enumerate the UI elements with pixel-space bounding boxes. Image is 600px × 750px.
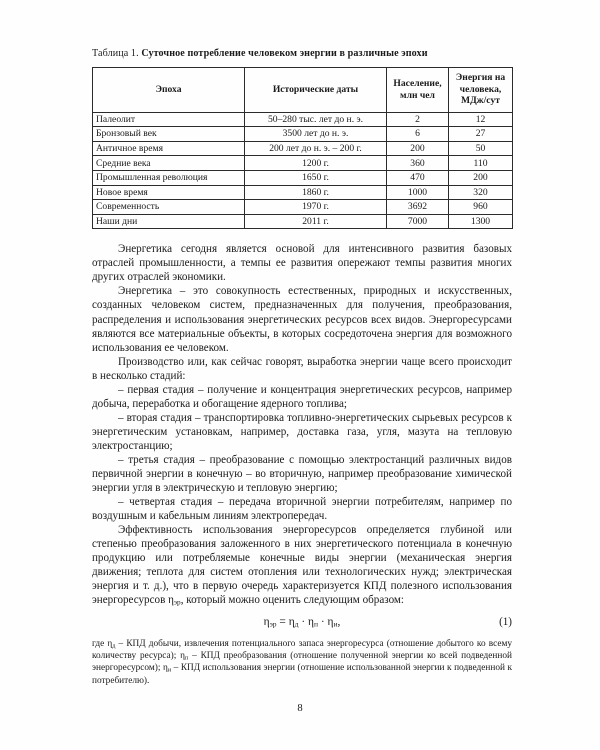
formula-row [92,616,512,632]
table-header [93,67,513,112]
cell-epoch: Новое время [93,185,245,200]
formula-term1-eta: η [288,616,295,629]
cell-epoch: Палеолит [93,112,245,127]
eta-subscript-er: эр [173,597,181,607]
table-caption-title: Суточное потребление человеком энергии в различные эпохи [141,48,428,59]
legend-part1: где [92,639,108,650]
column-header-dates: Исторические даты [245,67,387,112]
paragraph-efficiency-part2: , который можно оценить следующим образом: [180,594,405,607]
cell-energy: 1300 [449,214,513,229]
page-number: 8 [297,703,303,714]
formula-term2-subscript: п [313,619,319,629]
cell-population: 360 [387,156,449,171]
formula-lhs-subscript: эр [269,619,277,629]
cell-energy: 960 [449,200,513,215]
cell-population: 2 [387,112,449,127]
cell-dates: 50–280 тыс. лет до н. э. [245,112,387,127]
column-header-energy [449,67,513,112]
list-item-stage-one: – первая стадия – получение и концентрация энергетических ресурсов, например добыча, переработка и обогащение ядерного топлива; [92,383,512,410]
cell-energy: 110 [449,156,513,171]
table-row [93,112,513,127]
cell-population: 3692 [387,200,449,215]
cell-energy: 27 [449,127,513,142]
cell-epoch: Античное время [93,141,245,156]
formula-term3-eta: η [327,616,334,629]
cell-dates: 1860 г. [245,185,387,200]
column-header-epoch: Эпоха [93,67,245,112]
formula-term1-subscript: д [294,619,299,629]
paragraph-efficiency-part1: Эффективность использования энергоресурсов определяется глубиной или степенью преобразования заложенного в них энергетического потенциала в конечную продукцию или потребляемые конечные виды энергии (механическая энергия движения; теплота для систем отопления или технологических нужд; электрическая энергия и т. д.), что в первую очередь характеризуется КПД полезного использования энергоресурсов [92,523,512,607]
equation-number: (1) [499,616,512,629]
eta-subscript-d: д [112,643,116,650]
cell-epoch: Средние века [93,156,245,171]
table-row [93,200,513,215]
formula-efficiency [92,616,512,629]
eta-subscript-i: и [167,667,172,674]
list-item-stage-four: – четвертая стадия – передача вторичной энергии потребителям, например по воздушным и кабельным линиям электропередач. [92,495,512,522]
formula-trailing-comma: , [337,616,341,629]
cell-population: 6 [387,127,449,142]
eta-symbol-er: η [168,594,174,607]
list-item-stage-three: – третья стадия – преобразование с помощью электростанций различных видов первичной энергии в конечную – во вторичную, например преобразование химической энергии угля в электрическую и тепловую энергию; [92,453,512,494]
cell-epoch: Наши дни [93,214,245,229]
table-row [93,141,513,156]
cell-epoch: Бронзовый век [93,127,245,142]
paragraph-efficiency [92,523,512,607]
cell-dates: 1200 г. [245,156,387,171]
cell-energy: 200 [449,170,513,185]
cell-dates: 2011 г. [245,214,387,229]
page-content [92,48,512,687]
column-header-energy-line3: МДж/сут [461,95,500,107]
eta-subscript-p: п [185,655,189,662]
cell-population: 200 [387,141,449,156]
table-header-row [93,67,513,112]
table-caption-number: Таблица 1. [92,48,139,59]
paragraph-energy-basis: Энергетика сегодня является основой для интенсивного развития базовых отраслей промышленности, а темпы ее развития опережают темпы развития многих других отраслей экономики. [92,243,512,284]
column-header-energy-line1: Энергия на [455,72,506,84]
cell-energy: 320 [449,185,513,200]
paragraph-production-stages-intro: Производство или, как сейчас говорят, выработка энергии чаще всего происходит в несколько стадий: [92,355,512,382]
eta-symbol-p: η [180,651,186,662]
formula-dot-1: · [301,616,306,629]
eta-symbol-d: η [107,639,113,650]
list-item-stage-two: – вторая стадия – транспортировка топливно-энергетических сырьевых ресурсов к энергетическим установкам, например, доставка газа, угля, мазута на тепловую электростанцию; [92,411,512,452]
legend-part4: – КПД использования энергии (отношение использованной энергии к подведенной к потребителю). [92,663,512,686]
cell-dates: 1650 г. [245,170,387,185]
table-caption [92,48,512,61]
column-header-population-line1: Население, [393,78,442,90]
cell-population: 470 [387,170,449,185]
cell-dates: 1970 г. [245,200,387,215]
cell-epoch: Современность [93,200,245,215]
table-row [93,170,513,185]
column-header-population-line2: млн чел [400,89,435,101]
cell-epoch: Промышленная революция [93,170,245,185]
formula-term3-subscript: и [333,619,338,629]
paragraph-energy-definition: Энергетика – это совокупность естественных, природных и искусственных, созданных человеком систем, предназначенных для получения, преобразования, распределения и использования энергетических ресурсов всех видов. Энергоресурсами являются все материальные объекты, в которых сосредоточена энергия для возможного использования ее человеком. [92,285,512,354]
eta-symbol-i: η [162,663,168,674]
body-text [92,242,512,687]
cell-energy: 50 [449,141,513,156]
table-row [93,127,513,142]
energy-consumption-table [92,67,513,230]
column-header-population [387,67,449,112]
formula-term2-eta: η [308,616,314,629]
formula-lhs-eta: η [263,616,270,629]
cell-energy: 12 [449,112,513,127]
cell-population: 7000 [387,214,449,229]
column-header-energy-line2: человека, [459,83,502,95]
formula-dot-2: · [320,616,325,629]
paragraph-formula-legend [92,639,512,687]
formula-equals-sign: = [279,616,286,629]
table-row [93,156,513,171]
table-row [93,214,513,229]
table-row [93,185,513,200]
table-body [93,112,513,229]
cell-dates: 200 лет до н. э. – 200 г. [245,141,387,156]
cell-population: 1000 [387,185,449,200]
legend-part2: – КПД добычи, извлечения потенциального запаса энергоресурса (отношение добытого ко всему количеству ресурса); [92,639,512,662]
cell-dates: 3500 лет до н. э. [245,127,387,142]
legend-part3: – КПД преобразования (отношение полученной энергии ко всей подведенной энергоресурсом); [92,651,512,674]
